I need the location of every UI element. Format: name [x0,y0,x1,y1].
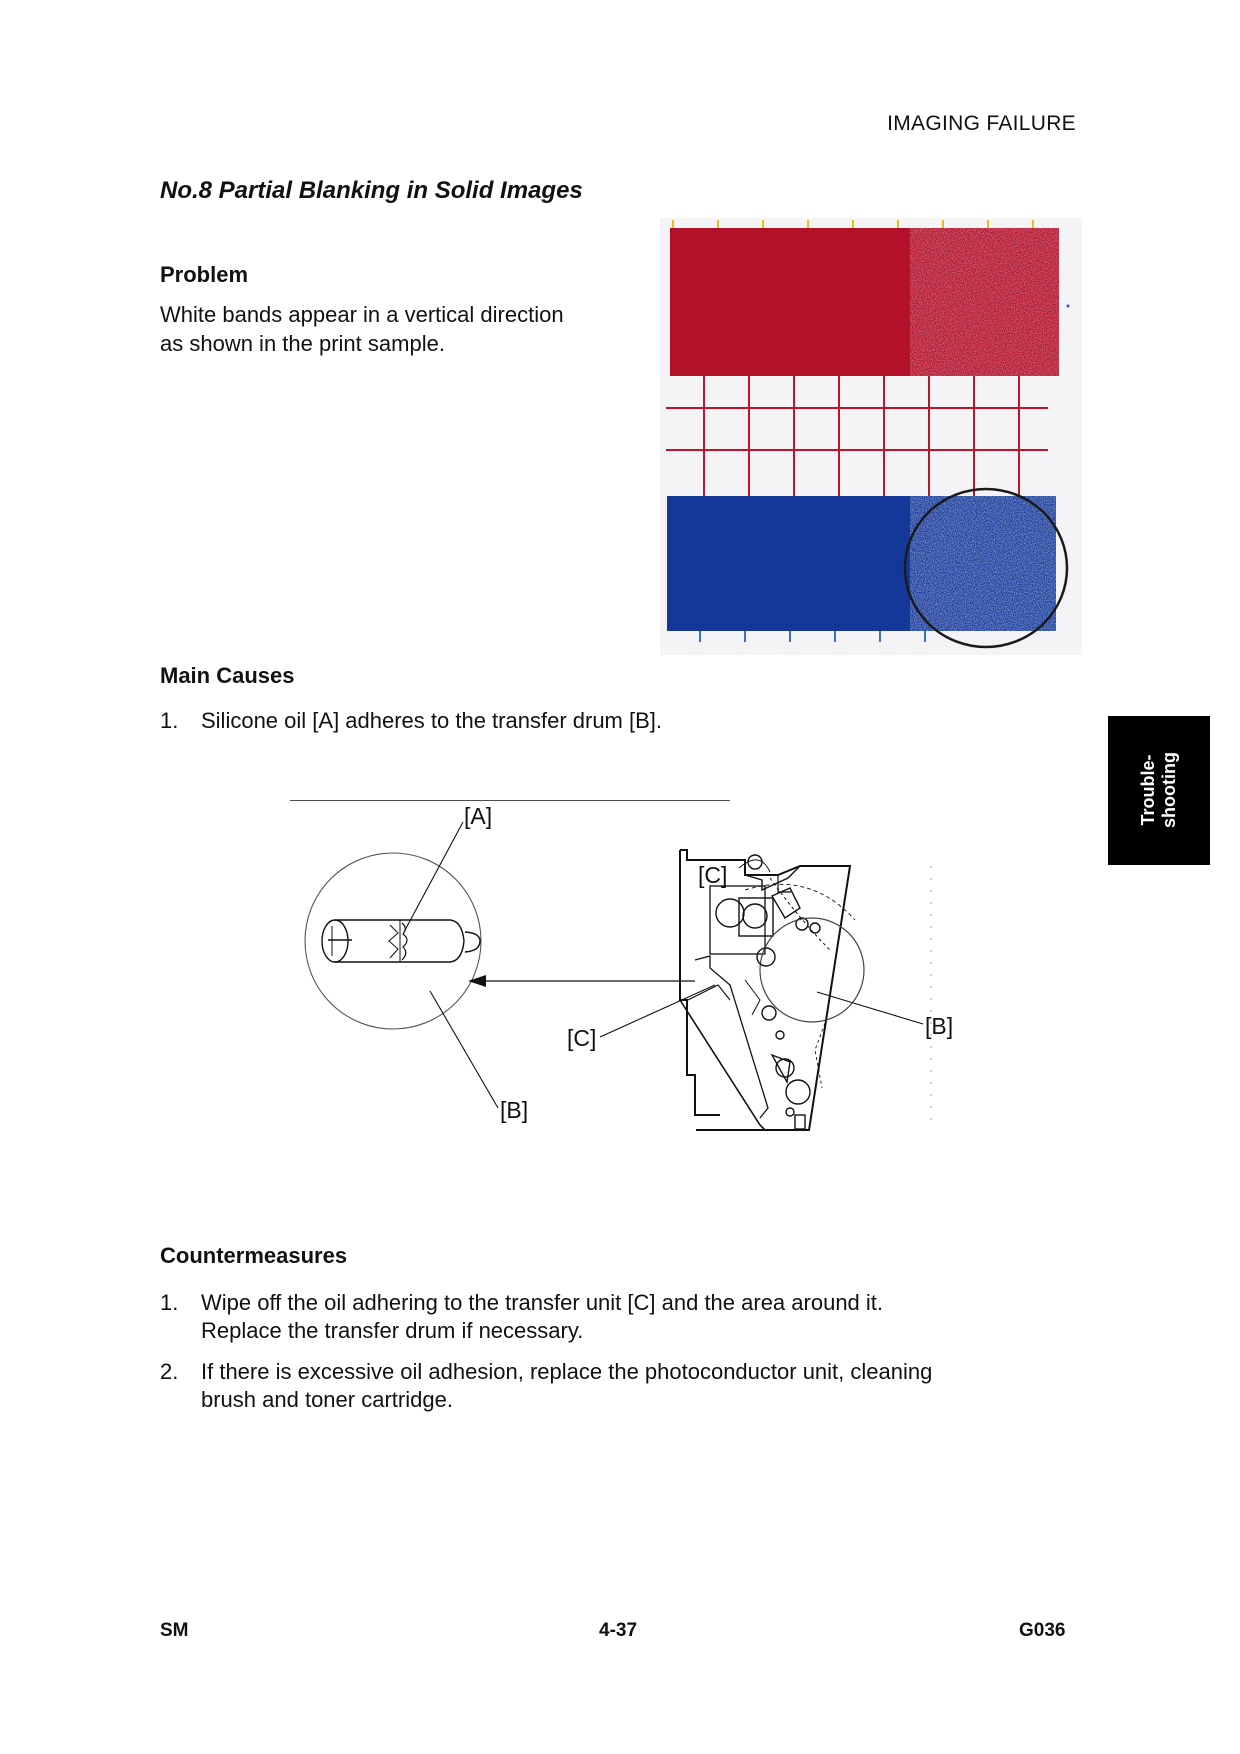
diagram-svg [290,800,970,1145]
side-tab-label [1138,752,1180,828]
list-text: Wipe off the oil adhering to the transfer unit [C] and the area around it. [201,1290,884,1315]
problem-line: White bands appear in a vertical direction [160,302,564,327]
problem-line: as shown in the print sample. [160,331,445,356]
list-number: 2. [160,1359,179,1384]
page-title: No.8 Partial Blanking in Solid Images [160,177,583,204]
footer-right: G036 [1019,1620,1066,1641]
list-item [160,707,1030,735]
list-item [160,1289,1030,1345]
label-a: [A] [464,803,493,829]
list-number: 1. [160,708,179,733]
main-causes-list [160,707,1030,748]
magnified-view-circle [305,853,481,1029]
main-causes-heading: Main Causes [160,663,295,688]
side-tab-line: shooting [1159,752,1179,828]
section-side-tab [1108,716,1210,865]
arrow-head [468,975,486,987]
transfer-drum-circle [760,918,864,1022]
label-b-right: [B] [925,1013,954,1039]
print-sample-svg [660,218,1082,655]
list-text: brush and toner cartridge. [201,1387,453,1412]
label-b-left: [B] [500,1097,529,1123]
leader-b-right [817,992,923,1024]
label-c-bottom: [C] [567,1025,597,1051]
countermeasures-list [160,1289,1030,1427]
list-text: If there is excessive oil adhesion, replace the photoconductor unit, cleaning [201,1359,933,1384]
list-text: Silicone oil [A] adheres to the transfer drum [B]. [201,708,663,733]
footer-page-number: 4-37 [599,1620,638,1641]
print-sample-image [660,218,1082,655]
footer-left: SM [160,1620,189,1641]
list-number: 1. [160,1290,179,1315]
transfer-unit-diagram [290,800,970,1145]
section-header: IMAGING FAILURE [887,112,1076,135]
problem-heading: Problem [160,262,249,287]
leader-b-left [430,991,498,1108]
list-item [160,1358,1030,1414]
label-c-top: [C] [698,862,728,888]
side-tab-line: Trouble- [1138,754,1158,826]
problem-text [160,300,564,358]
countermeasures-heading: Countermeasures [160,1243,348,1268]
list-text: Replace the transfer drum if necessary. [201,1318,584,1343]
